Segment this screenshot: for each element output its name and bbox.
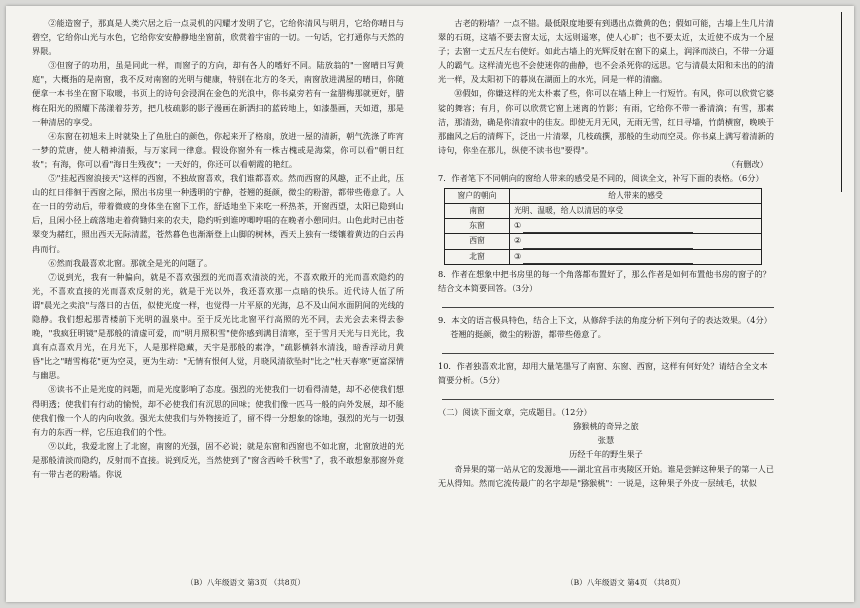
exam-page bbox=[6, 6, 854, 602]
table-cell-north: 北窗 bbox=[445, 249, 510, 264]
passage-para-8: ⑧读书不止是光度的问题，而是光度影响了态度。强烈的光使我们一切看得清楚，却不必使我们想得明透；使我们有行动的愉悦，却不必使我们有沉思的回味；使我们像一匹马一般的向外发展，却不能使我们像一个人的内向收敛。强光太使我们与外物接近了，留不得一分想象的馀地，强烈的光与一切强有力的东西一样，它压迫我们的个性。 bbox=[32, 384, 404, 437]
passage-para-9-cont: 古老的粉墙？一点不错。最低限度地要有到遇出点微黄的色；假如可能，古墙上生几片清翠的石斑，这墙不要去窗太远，太远则遥寒，使人心旷；也不要太近，太近使不成为一个屋子；去窗一丈五尺左右使好。如此古墙上的光辉反射在窗下的桌上，润泽而淡白，不带一分逼人的霸气。这样清光也不会使迷你的曲静，也不会杀死你的远思。它与清晨太阳和未出的的清光一样，及太阳初下的暮岚在湖面上的水光，同是一样的清幽。 bbox=[438, 18, 774, 85]
answer-line-8[interactable] bbox=[442, 295, 774, 308]
passage-para-2: ②能造窗子，那真是人类穴居之后一点灵机的闪耀才发明了它，它给你清风与明月，它给你晴日与碧空，它给你山光与水色，它给你安安静静地坐窗前，欣赏着宇宙的一切。一句话，它打通你与天然的界限。 bbox=[32, 18, 404, 57]
article-subtitle: 历经千年的野生果子 bbox=[569, 449, 643, 460]
answer-line-10[interactable] bbox=[442, 387, 774, 400]
section-2-heading: （二）阅读下面文章，完成题目。（12分） bbox=[438, 407, 592, 418]
article-title: 猕猴桃的奇异之旅 bbox=[573, 421, 639, 432]
passage-para-7: ⑦说到光，我有一种偏向，就是不喜欢强烈的光而喜欢清淡的光，不喜欢敞开的光而喜欢隐约的光，不喜欢直接的光而喜欢反射的光，就是于光以外，我还喜欢那一点暗的快乐。近代诗人伍了所谓"晨光之卖浪"与落日的古伍，似使光度一样，也觉得一片平原的光海，总不及山间水面阴间的光线的隐静。我们想起那青楼前下光明的温泉中。至于反光比北窗平行高照的光不同，去光会去来得去参晚，"我疯狂明镜"是那般的清虚可爱，而"明月照积雪"使你感到满目清寒，至于雪月天光与日光比，我真有点喜欢月光，在月光下，人是那样隐藏，天宇是那般的素净，"疏影横斜水清浅，暗香浮动月黄昏"比之"晴雪梅花"更为空灵，更为生动："无情有恨何人觉，月晓风清欲坠时"比之"杜天春寒"更富深情与幽思。 bbox=[32, 271, 404, 381]
question-8: 8．作者在想象中把书房里的每一个角落都布置好了，那么作者是如何布置他书房的窗子的？结合文本简要回答。（3分） bbox=[438, 268, 771, 293]
passage-para-3: ③但窗子的功用，虽是同此一样，而窗子的方向，却有各人的嗜好不同。陆放翁的"一窗晴日写黄庭"，大概指的是南窗，我不反对南窗的光明与健康，特别在北方的冬天，南窗放进满屋的晴日，你随便拿一本书坐在窗下取暖，书页上的诗句会浸润在金色的光浪中，你书桌旁若有一盆腊梅那就更好，腊梅在阳光的照耀下荡漾着芬芳，把几枝疏影的影子漫画在新洒扫的蓝砖地上，如漆墨画，天如道，那是一种清居的享受。 bbox=[32, 60, 404, 127]
table-answer-1[interactable]: ① bbox=[510, 219, 762, 234]
page-edge-line bbox=[841, 12, 842, 192]
table-answer-2[interactable]: ② bbox=[510, 234, 762, 249]
question-9-quote: 苍翘的挺颜，微尘的粉游，都带些倦意了。 bbox=[450, 328, 606, 339]
footer-left: （B）八年级语文 第3页 （共8页） bbox=[186, 578, 305, 587]
abridged-note: （有删改） bbox=[727, 158, 768, 169]
window-feeling-table bbox=[444, 188, 762, 264]
question-10: 10．作者独喜欢北窗，却用大量笔墨写了南窗、东窗、西窗，这样有何好处？请结合全文本简要分析。（5分） bbox=[438, 360, 768, 386]
left-column bbox=[32, 16, 404, 481]
table-cell-west: 西窗 bbox=[445, 234, 510, 249]
answer-line-9[interactable] bbox=[442, 341, 774, 354]
right-column bbox=[438, 16, 774, 490]
table-header-direction: 窗户的朝向 bbox=[445, 189, 510, 204]
table-cell-south-feeling: 光明、温暖，给人以清居的享受 bbox=[510, 204, 762, 219]
table-cell-south: 南窗 bbox=[445, 204, 510, 219]
passage-para-5: ⑤"挂起西窗浪接天"这样的西窗，不独故窗喜欢，我们谁都喜欢。然而西窗的风趣，正不止此，压山的红日徘徊于西窗之际，照出书房里一种透明的宁静，苍翘的挺颜，微尘的粉游，都带些倦意了。人在一日的劳动后，带着微疲的身体坐在窗下工作，舒适地坐下来吃一杯热茶，开窗西望，太阳已隐到山后，且闲小径上疏落地走着荷锄归来的农夫，隐约听到谁哼唧哼唱的在晚者小憩同归。山色此时已由苍翠变为赭红，照出西天无际清蓝，苍然暮色也渐渐登上山脚的树林，西天上独有一缕镶着黄边的白云冉冉而行。 bbox=[32, 173, 404, 254]
table-answer-3[interactable]: ③ bbox=[510, 249, 762, 264]
table-header-feeling: 给人带来的感受 bbox=[510, 189, 762, 204]
question-9: 9．本文的语言极具特色，结合上下文，从修辞手法的角度分析下列句子的表达效果。（4分） bbox=[438, 314, 772, 325]
passage-para-4: ④东窗在初旭未上时就染上了鱼肚白的颜色，你起来开了格扇，放进一屋的清新，朝气洗涤了昨宵一梦的荒唐，使人精神清振，与万家同一律意。假设你窗外有一株古槐或是海棠，你可以看"朝日红妆"；有海，你可以看"海日生残夜"；一天好的，你还可以看朝霞的艳红。 bbox=[32, 130, 404, 169]
article-author: 张慧 bbox=[597, 435, 615, 446]
article-para-1: 奇异果的第一站从它的发源地——湖北宜昌市夷陵区开始。谁是尝鲜这种果子的第一人已无从得知。然而它流传最广的名字却是"猕猴桃"：一说是，这种果子外皮一层绒毛，状似 bbox=[438, 463, 774, 488]
passage-para-9: ⑨以此，我爱北窗上了北窗，南窗的光强，固不必说；就是东窗和西窗也不如北窗，北窗放进的光是那般清淡而隐约，反射而不直接。说到反光，当然使到了"窗含西岭千秋雪"了，我不敢想象那窗外竟有一带古老的粉墙。你说 bbox=[32, 440, 404, 479]
table-cell-east: 东窗 bbox=[445, 219, 510, 234]
passage-para-10: ⑩假如，你嫌这样的光太朴素了些，你可以在墙上种上一行短竹。有风，你可以欣赏它婆娑的舞容；有月，你可以欣赏它窗上迷离的竹影；有雨，它给你不带一番清滴；有雪，那素洁，那清劲，确是你清寂中的佳友。即使无月无风，无雨无雪，红日寻墙，竹荫横窗，晚映于那幽风之后的清辉下，泛出一片清翠，几枝疏撰，那般的生动而空灵。你书桌上满写着清新的诗句，你坐在那儿，纵使不读书也"要得"。 bbox=[438, 88, 774, 155]
question-7: 7．作者笔下不同朝向的窗给人带来的感受是不同的，阅读全文，补写下面的表格。（6分） bbox=[438, 173, 764, 184]
footer-right: （B）八年级语文 第4页 （共8页） bbox=[566, 578, 685, 587]
passage-para-6: ⑥然而我最喜欢北窗。那就全是光的问题了。 bbox=[48, 257, 213, 268]
